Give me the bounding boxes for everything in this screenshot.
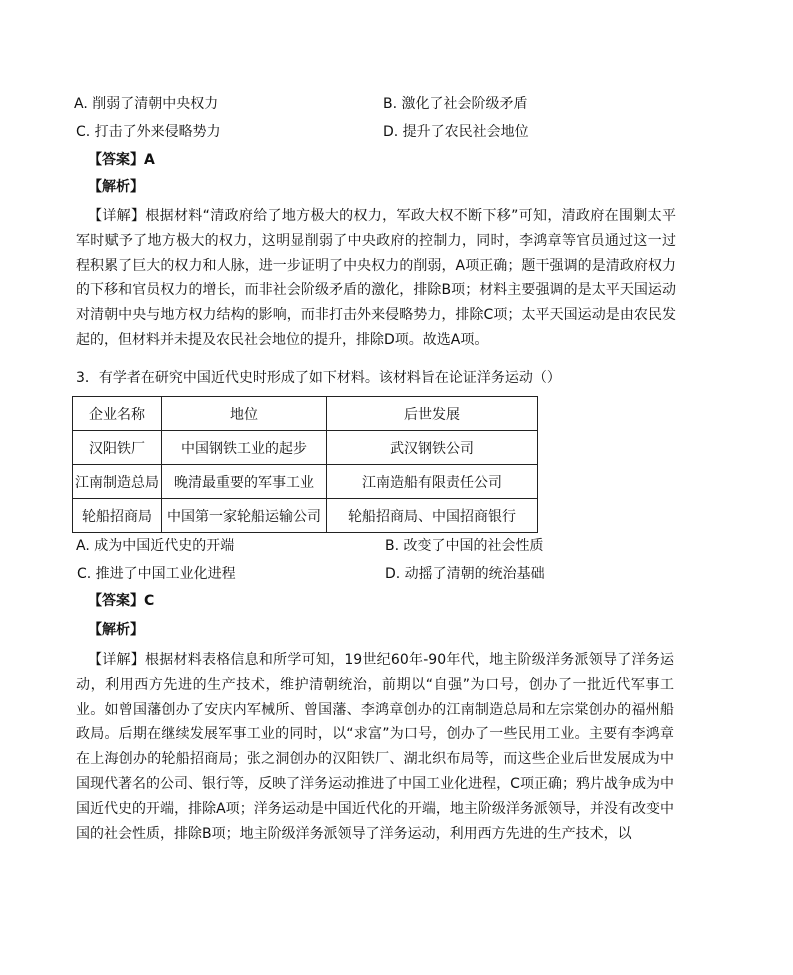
q3-option-d: D. 动摇了清朝的统治基础 <box>385 566 545 582</box>
q2-analysis-label: 【解析】 <box>88 179 144 195</box>
table-cell: 轮船招商局 <box>73 499 162 533</box>
q3-option-b: B. 改变了中国的社会性质 <box>385 538 544 554</box>
table-cell: 中国钢铁工业的起步 <box>162 431 327 465</box>
enterprise-table <box>72 396 538 533</box>
table-cell: 武汉钢铁公司 <box>327 431 538 465</box>
table-header-row <box>73 397 538 431</box>
q3-detail: 【详解】根据材料表格信息和所学可知，19世纪60年-90年代，地主阶级洋务派领导了洋务运动，利用西方先进的生产技术，维护清朝统治，前期以“自强”为口号，创办了一批近代军事工业。如曾国藩创办了安庆内军械所、曾国藩、李鸿章创办的江南制造总局和左宗棠创办的福州船政局。后期在继续发展军事工业的同时，以“求富”为口号，创办了一些民用工业。主要有李鸿章在上海创办的轮船招商局；张之洞创办的汉阳铁厂、湖北织布局等，而这些企业后世发展成为中国现代著名的公司、银行等，反映了洋务运动推进了中国工业化进程，C项正确；鸦片战争成为中国近代史的开端，排除A项；洋务运动是中国近代化的开端，地主阶级洋务派领导，并没有改变中国的社会性质，排除B项；地主阶级洋务派领导了洋务运动，利用西方先进的生产技术，以 <box>76 652 674 842</box>
q2-detail: 【详解】根据材料“清政府给了地方极大的权力，军政大权不断下移”可知，清政府在围剿太平军时赋予了地方极大的权力，这明显削弱了中央政府的控制力，同时，李鸿章等官员通过这一过程积累了巨大的权力和人脉，进一步证明了中央权力的削弱，A项正确；题干强调的是清政府权力的下移和官员权力的增长，而非社会阶级矛盾的激化，排除B项；材料主要强调的是太平天国运动对清朝中央与地方权力结构的影响，而非打击外来侵略势力，排除C项；太平天国运动是由农民发起的，但材料并未提及农民社会地位的提升，排除D项。故选A项。 <box>76 208 676 348</box>
table-row <box>73 499 538 533</box>
table-cell: 晚清最重要的军事工业 <box>162 465 327 499</box>
table-cell: 轮船招商局、中国招商银行 <box>327 499 538 533</box>
table-header-cell: 后世发展 <box>327 397 538 431</box>
q2-option-d: D. 提升了农民社会地位 <box>383 124 529 140</box>
table-header-cell: 企业名称 <box>73 397 162 431</box>
q3-stem: 3．有学者在研究中国近代史时形成了如下材料。该材料旨在论证洋务运动（） <box>76 370 561 386</box>
table-row <box>73 465 538 499</box>
q2-answer: 【答案】A <box>88 152 155 168</box>
q3-answer: 【答案】C <box>88 593 155 609</box>
q3-option-a: A. 成为中国近代史的开端 <box>76 538 235 554</box>
table-header-cell: 地位 <box>162 397 327 431</box>
q2-option-a: A. 削弱了清朝中央权力 <box>74 96 219 112</box>
table-cell: 江南造船有限责任公司 <box>327 465 538 499</box>
table-cell: 汉阳铁厂 <box>73 431 162 465</box>
q2-option-b: B. 激化了社会阶级矛盾 <box>383 96 528 112</box>
table-cell: 中国第一家轮船运输公司 <box>162 499 327 533</box>
q3-option-c: C. 推进了中国工业化进程 <box>77 566 236 582</box>
q3-analysis-label: 【解析】 <box>88 622 144 638</box>
table-row <box>73 431 538 465</box>
q2-option-c: C. 打击了外来侵略势力 <box>76 124 221 140</box>
table-cell: 江南制造总局 <box>73 465 162 499</box>
